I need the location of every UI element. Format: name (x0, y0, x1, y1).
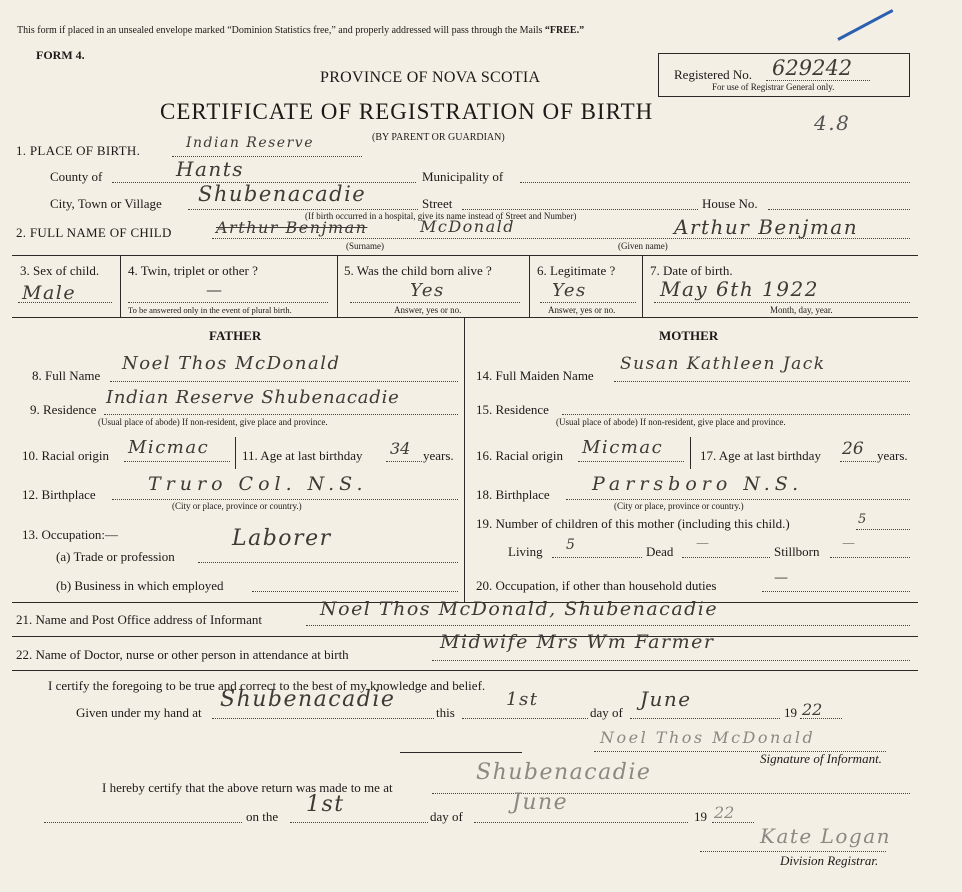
alive-label: 5. Was the child born alive ? (344, 263, 492, 278)
city-value: Shubenacadie (198, 182, 367, 206)
registrar-text: I hereby certify that the above return was made to me at (102, 780, 393, 795)
form-title: CERTIFICATE OF REGISTRATION OF BIRTH (160, 99, 654, 124)
father-residence-note: (Usual place of abode) If non-resident, give place and province. (98, 417, 328, 427)
mother-racial-value: Micmac (582, 437, 664, 458)
doctor-value: Midwife Mrs Wm Farmer (440, 631, 715, 653)
father-trade-value: Laborer (232, 526, 332, 551)
informant-value: Noel Thos McDonald, Shubenacadie (320, 598, 719, 620)
mother-occupation-label: 20. Occupation, if other than household duties (476, 578, 717, 593)
mother-living-value: 5 (566, 537, 577, 553)
registrar-month-line (474, 822, 688, 823)
province-heading: PROVINCE OF NOVA SCOTIA (320, 69, 541, 86)
rule-doctor-bottom (12, 670, 918, 671)
father-trade-label: (a) Trade or profession (56, 549, 175, 564)
city-line (188, 209, 418, 210)
child-name-struck: Arthur Benjman (216, 218, 368, 237)
form-number: FORM 4. (36, 48, 85, 62)
county-label: County of (50, 169, 103, 184)
certify-month-value: June (640, 687, 692, 711)
rule-row3-bottom (12, 317, 918, 318)
mother-birthplace-label: 18. Birthplace (476, 487, 550, 502)
mother-dead-line (682, 557, 770, 558)
mother-children-line (856, 529, 910, 530)
father-business-label: (b) Business in which employed (56, 578, 224, 593)
father-birthplace-value: Truro Col. N.S. (148, 473, 368, 495)
mother-residence-note: (Usual place of abode) If non-resident, give place and province. (556, 417, 786, 427)
date-note: Month, day, year. (770, 305, 833, 315)
father-residence-value: Indian Reserve Shubenacadie (106, 387, 400, 408)
certify-year-value: 22 (802, 700, 823, 719)
registrar-signature-caption: Division Registrar. (780, 853, 879, 868)
mother-birthplace-note: (City or place, province or country.) (614, 501, 744, 511)
legitimate-label: 6. Legitimate ? (537, 263, 616, 278)
day-line (462, 718, 588, 719)
mother-dead-label: Dead (646, 544, 674, 559)
sex-label: 3. Sex of child. (20, 263, 100, 278)
mother-age-line (840, 461, 876, 462)
hospital-note: (If birth occurred in a hospital, give its name instead of Street and Number) (305, 211, 577, 221)
mother-stillborn-line (830, 557, 910, 558)
father-birthplace-line (112, 499, 458, 500)
legitimate-line (540, 302, 636, 303)
mother-occupation-line (762, 591, 910, 592)
twin-line (128, 302, 328, 303)
house-line (768, 209, 910, 210)
mother-residence-label: 15. Residence (476, 402, 549, 417)
place-of-birth-label: 1. PLACE OF BIRTH. (16, 143, 141, 158)
father-age-label: 11. Age at last birthday (242, 448, 363, 463)
mailing-note (17, 25, 584, 36)
informant-label: 21. Name and Post Office address of Informant (16, 612, 262, 627)
divider-4-5 (337, 255, 338, 317)
mother-age-value: 26 (842, 439, 864, 459)
mother-heading: MOTHER (659, 328, 719, 343)
mother-racial-line (578, 461, 684, 462)
informant-line (306, 625, 910, 626)
mother-living-line (552, 557, 642, 558)
informant-signature-caption: Signature of Informant. (760, 751, 882, 766)
street-label: Street (422, 196, 453, 211)
father-trade-line (198, 562, 458, 563)
year-line (800, 718, 842, 719)
legitimate-note: Answer, yes or no. (548, 305, 616, 315)
mother-stillborn-value: — (842, 536, 857, 551)
sex-value: Male (22, 282, 77, 304)
father-name-value: Noel Thos McDonald (122, 353, 341, 374)
registered-label: Registered No. (674, 67, 752, 82)
given-place-line (212, 718, 434, 719)
twin-note: To be answered only in the event of plural birth. (128, 305, 292, 315)
mother-age-label: 17. Age at last birthday (700, 448, 821, 463)
twin-label: 4. Twin, triplet or other ? (128, 263, 258, 278)
mailing-note-text: This form if placed in an unsealed envelope marked “Dominion Statistics free,” and properly addressed will pass through the Mails (17, 25, 543, 36)
street-line (462, 209, 698, 210)
day-of-label: day of (590, 705, 623, 720)
mother-children-label: 19. Number of children of this mother (including this child.) (476, 516, 790, 531)
registrar-signature: Kate Logan (760, 824, 892, 848)
divider-6-7 (642, 255, 643, 317)
registrar-place-line (432, 793, 910, 794)
divider-3-4 (120, 255, 121, 317)
father-heading: FATHER (209, 328, 262, 343)
registrar-year-prefix: 19 (694, 809, 707, 824)
given-under-label: Given under my hand at (76, 705, 202, 720)
rule-row3-top (12, 255, 918, 256)
this-label: this (436, 705, 455, 720)
corner-annotation: 4.8 (814, 111, 851, 135)
date-value: May 6th 1922 (660, 277, 819, 301)
mother-living-label: Living (508, 544, 543, 559)
child-name-label: 2. FULL NAME OF CHILD (16, 225, 172, 240)
registrar-day-line (290, 822, 428, 823)
by-parent-note: (BY PARENT OR GUARDIAN) (372, 132, 505, 143)
registrar-year-value: 22 (714, 803, 735, 822)
place-of-birth-value: Indian Reserve (186, 135, 314, 151)
father-occupation-label: 13. Occupation:— (22, 527, 119, 542)
mother-racial-divider (690, 437, 691, 469)
informant-signature: Noel Thos McDonald (600, 728, 816, 747)
county-value: Hants (176, 157, 245, 181)
child-surname: McDonald (420, 217, 516, 236)
father-name-label: 8. Full Name (32, 368, 101, 383)
alive-line (350, 302, 520, 303)
mother-dead-value: — (696, 536, 711, 551)
mother-name-value: Susan Kathleen Jack (620, 354, 826, 374)
mother-birthplace-line (566, 499, 910, 500)
father-residence-line (104, 414, 458, 415)
father-business-line (252, 591, 458, 592)
father-racial-line (124, 461, 230, 462)
mother-name-line (614, 381, 910, 382)
father-racial-divider (235, 437, 236, 469)
father-age-line (386, 461, 422, 462)
blue-check-mark (837, 9, 893, 41)
mother-name-label: 14. Full Maiden Name (476, 368, 594, 383)
municipality-line (520, 182, 910, 183)
year-prefix-label: 19 (784, 705, 797, 720)
house-no-label: House No. (702, 196, 758, 211)
registrar-year-line (712, 822, 754, 823)
father-residence-label: 9. Residence (30, 402, 97, 417)
mother-years-label: years. (877, 448, 908, 463)
father-racial-value: Micmac (128, 437, 210, 458)
registrar-day-value: 1st (306, 792, 345, 817)
doctor-line (432, 660, 910, 661)
divider-5-6 (529, 255, 530, 317)
twin-value: — (206, 280, 224, 299)
short-rule (400, 752, 522, 753)
registered-line (766, 80, 870, 81)
doctor-label: 22. Name of Doctor, nurse or other person in attendance at birth (16, 647, 349, 662)
child-given-name: Arthur Benjman (674, 215, 859, 239)
given-caption: (Given name) (618, 241, 668, 251)
city-label: City, Town or Village (50, 196, 162, 211)
legitimate-value: Yes (552, 280, 587, 301)
mother-racial-label: 16. Racial origin (476, 448, 564, 463)
free-label: “FREE.” (544, 25, 585, 36)
registrar-place-value: Shubenacadie (476, 760, 652, 785)
alive-value: Yes (410, 280, 445, 301)
registrar-use-note: For use of Registrar General only. (712, 82, 835, 92)
mother-occupation-value: — (774, 570, 790, 586)
surname-caption: (Surname) (346, 241, 384, 251)
father-name-line (110, 381, 458, 382)
registrar-lead-line (44, 822, 242, 823)
mother-stillborn-label: Stillborn (774, 544, 820, 559)
alive-note: Answer, yes or no. (394, 305, 462, 315)
father-racial-label: 10. Racial origin (22, 448, 110, 463)
date-line (654, 302, 910, 303)
month-line (630, 718, 780, 719)
mother-children-value: 5 (858, 512, 868, 527)
municipality-label: Municipality of (422, 169, 504, 184)
father-birthplace-label: 12. Birthplace (22, 487, 96, 502)
given-place-value: Shubenacadie (220, 687, 396, 712)
father-age-value: 34 (390, 439, 411, 458)
registrar-day-of-label: day of (430, 809, 463, 824)
father-birthplace-note: (City or place, province or country.) (172, 501, 302, 511)
certify-text: I certify the foregoing to be true and correct to the best of my knowledge and belief. (48, 678, 486, 693)
registered-number: 629242 (772, 56, 853, 80)
mother-residence-line (562, 414, 910, 415)
certify-day-value: 1st (506, 689, 539, 710)
father-mother-divider (464, 317, 465, 602)
registrar-signature-line (700, 851, 886, 852)
date-label: 7. Date of birth. (650, 263, 733, 278)
mother-birthplace-value: Parrsboro N.S. (592, 473, 804, 495)
father-years-label: years. (423, 448, 454, 463)
registrar-month-value: June (512, 790, 569, 815)
on-the-label: on the (246, 809, 279, 824)
